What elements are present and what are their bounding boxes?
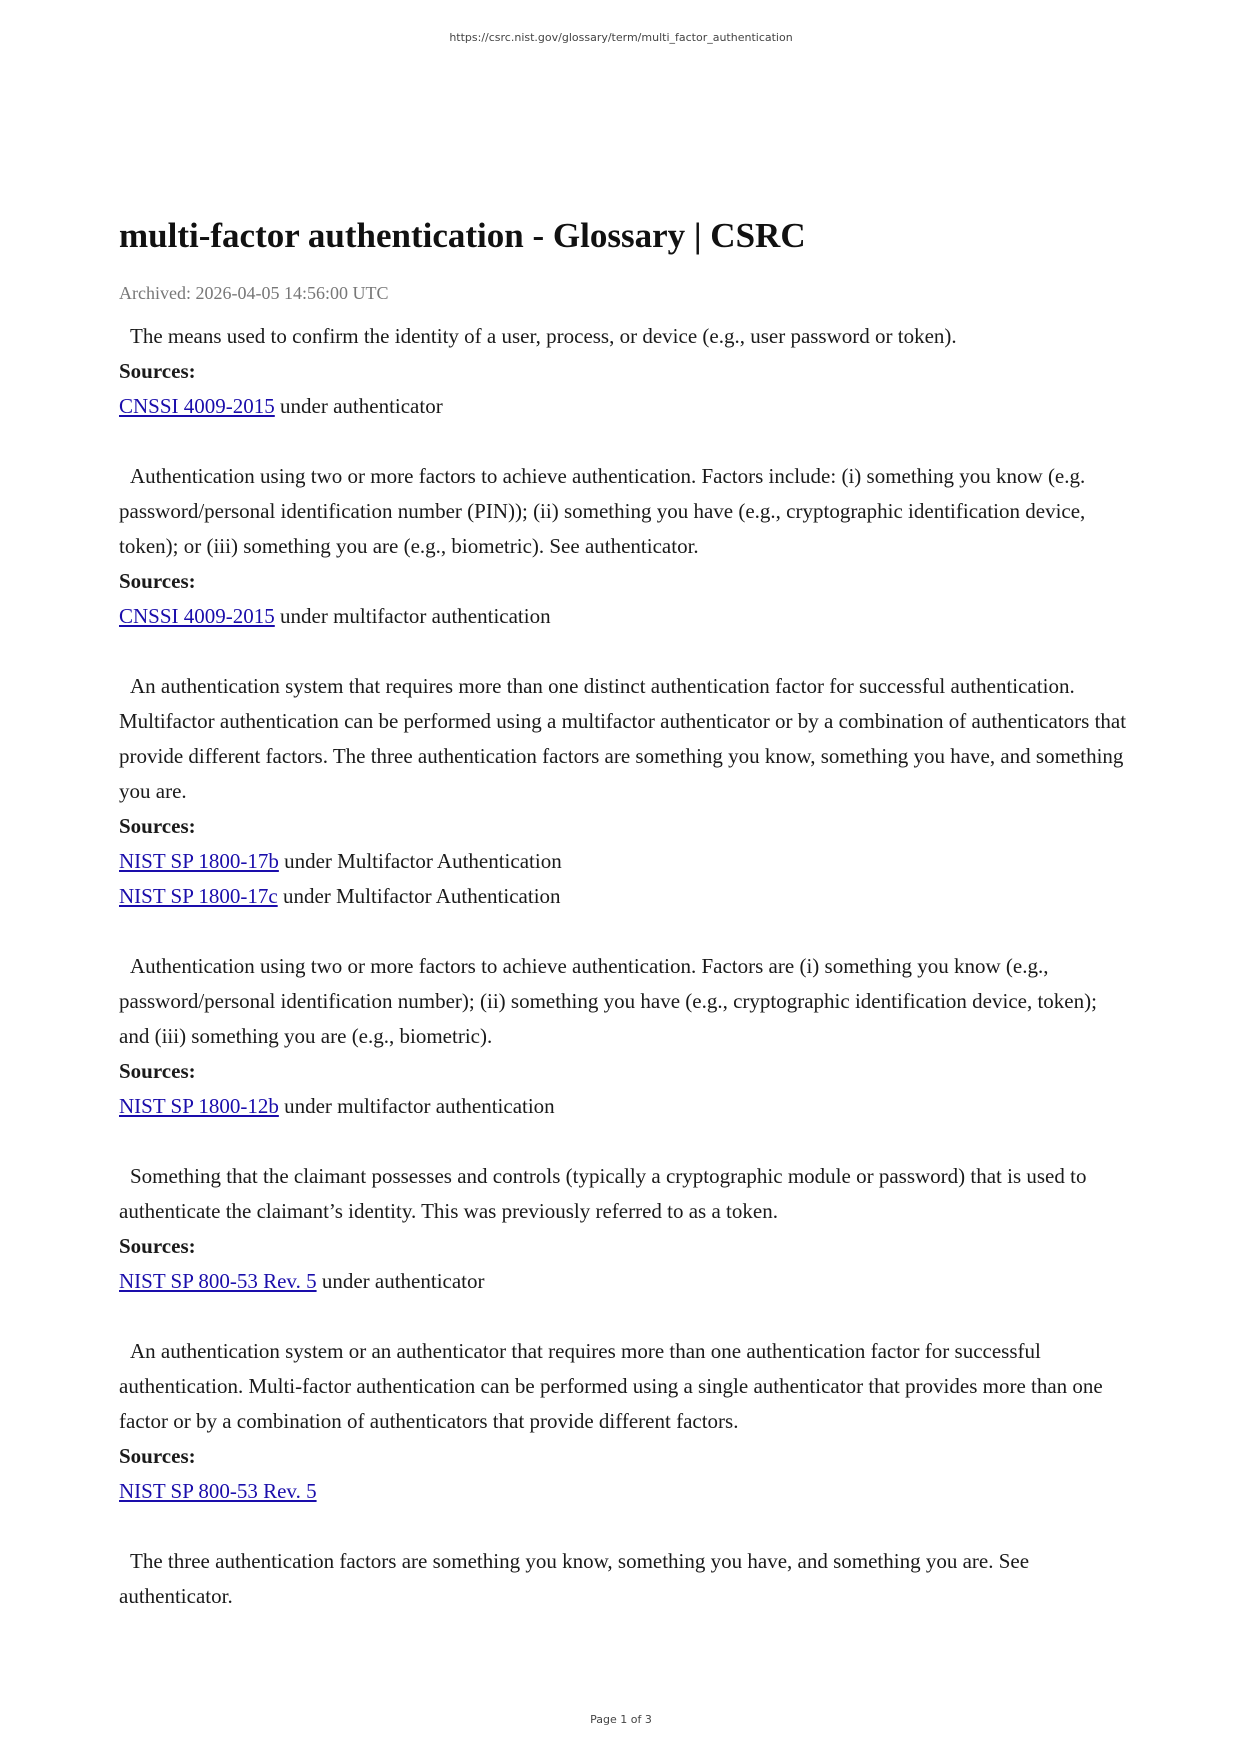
source-line — [119, 1264, 1129, 1299]
glossary-entry — [119, 1334, 1129, 1509]
source-link[interactable]: NIST SP 800-53 Rev. 5 — [119, 1269, 317, 1293]
page-content — [119, 212, 1129, 1649]
sources-label: Sources: — [119, 359, 196, 383]
source-link[interactable]: NIST SP 1800-17b — [119, 849, 279, 873]
glossary-entry — [119, 1544, 1129, 1614]
page-title: multi-factor authentication - Glossary | CSRC — [119, 216, 806, 255]
source-context: under authenticator — [316, 1269, 485, 1293]
glossary-entry — [119, 459, 1129, 634]
definition-text: Authentication using two or more factors to achieve authentication. Factors are (i) something you know (e.g., password/personal identification number); (ii) something you have (e.g., cryptographic identification device, token); and (iii) something you are (e.g., biometric). — [119, 954, 1097, 1048]
source-line — [119, 879, 1129, 914]
definition-text: The means used to confirm the identity of a user, process, or device (e.g., user password or token). — [130, 324, 957, 348]
source-context: under multifactor authentication — [274, 604, 551, 628]
source-link[interactable]: NIST SP 800-53 Rev. 5 — [119, 1479, 317, 1503]
definition-text: The three authentication factors are something you know, something you have, and something you are. See authenticator. — [119, 1549, 1030, 1608]
archived-timestamp: Archived: 2026-04-05 14:56:00 UTC — [119, 283, 389, 303]
definition-text: An authentication system or an authenticator that requires more than one authentication factor for successful authentication. Multi-factor authentication can be performed using a single authenticator that provides more than one factor or by a combination of authenticators that provide different factors. — [119, 1339, 1103, 1433]
source-line — [119, 1474, 1129, 1509]
source-line — [119, 599, 1129, 634]
source-link[interactable]: CNSSI 4009-2015 — [119, 394, 275, 418]
source-link[interactable]: CNSSI 4009-2015 — [119, 604, 275, 628]
source-link[interactable]: NIST SP 1800-12b — [119, 1094, 279, 1118]
source-context: under Multifactor Authentication — [277, 884, 561, 908]
source-line — [119, 844, 1129, 879]
source-context: under Multifactor Authentication — [278, 849, 562, 873]
source-link[interactable]: NIST SP 1800-17c — [119, 884, 278, 908]
source-line — [119, 389, 1129, 424]
glossary-entry — [119, 1159, 1129, 1299]
glossary-entry — [119, 319, 1129, 424]
page-number: Page 1 of 3 — [590, 1713, 652, 1726]
sources-label: Sources: — [119, 569, 196, 593]
glossary-entries — [119, 319, 1129, 1614]
sources-label: Sources: — [119, 1444, 196, 1468]
definition-text: Authentication using two or more factors to achieve authentication. Factors include: (i) something you know (e.g. password/personal identification number (PIN)); (ii) something you have (e.g., cryptographic identification device, token); or (iii) something you are (e.g., biometric). See authenticator. — [119, 464, 1086, 558]
sources-label: Sources: — [119, 1234, 196, 1258]
source-context: under authenticator — [274, 394, 443, 418]
print-header-url: https://csrc.nist.gov/glossary/term/multi_factor_authentication — [449, 31, 793, 44]
glossary-entry — [119, 949, 1129, 1124]
definition-text: Something that the claimant possesses and controls (typically a cryptographic module or password) that is used to authenticate the claimant’s identity. This was previously referred to as a token. — [119, 1164, 1087, 1223]
source-context: under multifactor authentication — [278, 1094, 555, 1118]
source-line — [119, 1089, 1129, 1124]
glossary-entry — [119, 669, 1129, 914]
definition-text: An authentication system that requires more than one distinct authentication factor for successful authentication. Multifactor authentication can be performed using a multifactor authenticator or by a combination of authenticators that provide different factors. The three authentication factors are something you know, something you have, and something you are. — [119, 674, 1127, 803]
sources-label: Sources: — [119, 1059, 196, 1083]
sources-label: Sources: — [119, 814, 196, 838]
